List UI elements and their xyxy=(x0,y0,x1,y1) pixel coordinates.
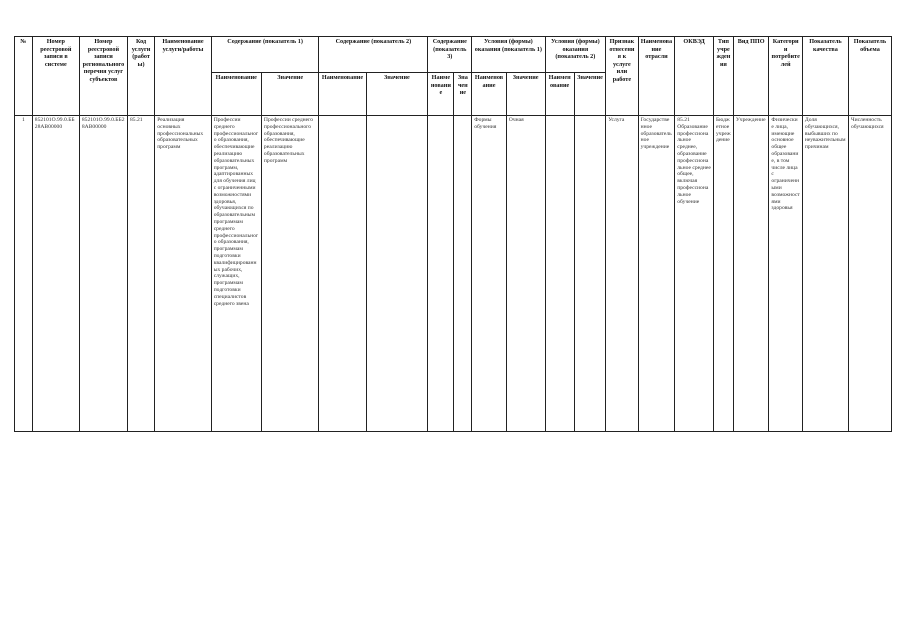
subheader-content-1-name: Наименование xyxy=(211,73,261,116)
cell-service-code: 85.21 xyxy=(127,116,154,432)
cell-content-3-name xyxy=(428,116,454,432)
cell-sign: Услуга xyxy=(606,116,638,432)
registry-table xyxy=(14,36,892,432)
cell-industry: Государственное образовательное учреждение xyxy=(638,116,675,432)
subheader-conditions-1-value: Значение xyxy=(506,73,545,116)
header-sign: Признак отнесения к услуге или работе xyxy=(606,37,638,116)
cell-conditions-2-value xyxy=(574,116,605,432)
subheader-content-2-name: Наименование xyxy=(319,73,366,116)
header-okved: ОКВЭД xyxy=(675,37,714,116)
cell-okved: 85.21 Образование профессиональное среднее, образование профессиональное среднее общее, включая профессиональное обучение xyxy=(675,116,714,432)
subheader-conditions-2-name: Наименование xyxy=(545,73,574,116)
subheader-content-3-name: Наименование xyxy=(428,73,454,116)
cell-service-name: Реализация основных профессиональных образовательных программ xyxy=(155,116,212,432)
header-volume-indicator: Показатель объема xyxy=(848,37,891,116)
header-ppo-type: Вид ППО xyxy=(733,37,769,116)
header-content-3: Содержание (показатель 3) xyxy=(428,37,472,73)
header-no: № xyxy=(15,37,33,116)
cell-content-3-value xyxy=(454,116,472,432)
header-service-code: Код услуги (работы) xyxy=(127,37,154,116)
cell-quality-indicator: Доля обучающихся, выбывших по неуважительным причинам xyxy=(802,116,848,432)
cell-registry-number: 852101О.99.0.ББ28АВ00000 xyxy=(32,116,79,432)
cell-conditions-1-value: Очная xyxy=(506,116,545,432)
header-registry-number: Номер реестровой записи в системе xyxy=(32,37,79,116)
cell-conditions-1-name: Формы обучения xyxy=(472,116,507,432)
cell-content-1-value: Профессии среднего профессионального образования, обеспечивающие реализацию образовательных программ xyxy=(261,116,319,432)
header-institution-type: Тип учреждения xyxy=(713,37,733,116)
cell-consumer-category: Физические лица, имеющие основное общее образование, в том числе лица с ограниченными возможностями здоровья xyxy=(769,116,802,432)
cell-content-2-name xyxy=(319,116,366,432)
cell-regional-registry-number: 852101О.99.0.ББ28АВ00000 xyxy=(79,116,127,432)
cell-content-2-value xyxy=(366,116,428,432)
header-content-2: Содержание (показатель 2) xyxy=(319,37,428,73)
header-regional-registry-number: Номер реестровой записи регионального перечня услуг субъектов xyxy=(79,37,127,116)
cell-institution-type: Бюджетное учреждение xyxy=(713,116,733,432)
header-content-1: Содержание (показатель 1) xyxy=(211,37,319,73)
cell-ppo-type: Учреждение xyxy=(733,116,769,432)
subheader-content-2-value: Значение xyxy=(366,73,428,116)
header-quality-indicator: Показатель качества xyxy=(802,37,848,116)
subheader-content-1-value: Значение xyxy=(261,73,319,116)
header-industry: Наименование отрасли xyxy=(638,37,675,116)
header-conditions-1: Условия (формы) оказания (показатель 1) xyxy=(472,37,545,73)
header-conditions-2: Условия (формы) оказания (показатель 2) xyxy=(545,37,606,73)
cell-conditions-2-name xyxy=(545,116,574,432)
subheader-conditions-2-value: Значение xyxy=(574,73,605,116)
subheader-content-3-value: Значение xyxy=(454,73,472,116)
table-row xyxy=(15,116,892,432)
cell-no: 1 xyxy=(15,116,33,432)
cell-content-1-name: Профессии среднего профессионального образования, обеспечивающие реализацию образовательных программ, адаптированных для обучения лиц с ограниченными возможностями здоровья, обучающихся по образовательным программам среднего профессионального образования, программам подготовки квалифицированных рабочих, служащих, программам подготовки специалистов среднего звена xyxy=(211,116,261,432)
header-consumer-category: Категории потребителей xyxy=(769,37,802,116)
cell-volume-indicator: Численность обучающихся xyxy=(848,116,891,432)
header-service-name: Наименование услуги/работы xyxy=(155,37,212,116)
subheader-conditions-1-name: Наименование xyxy=(472,73,507,116)
